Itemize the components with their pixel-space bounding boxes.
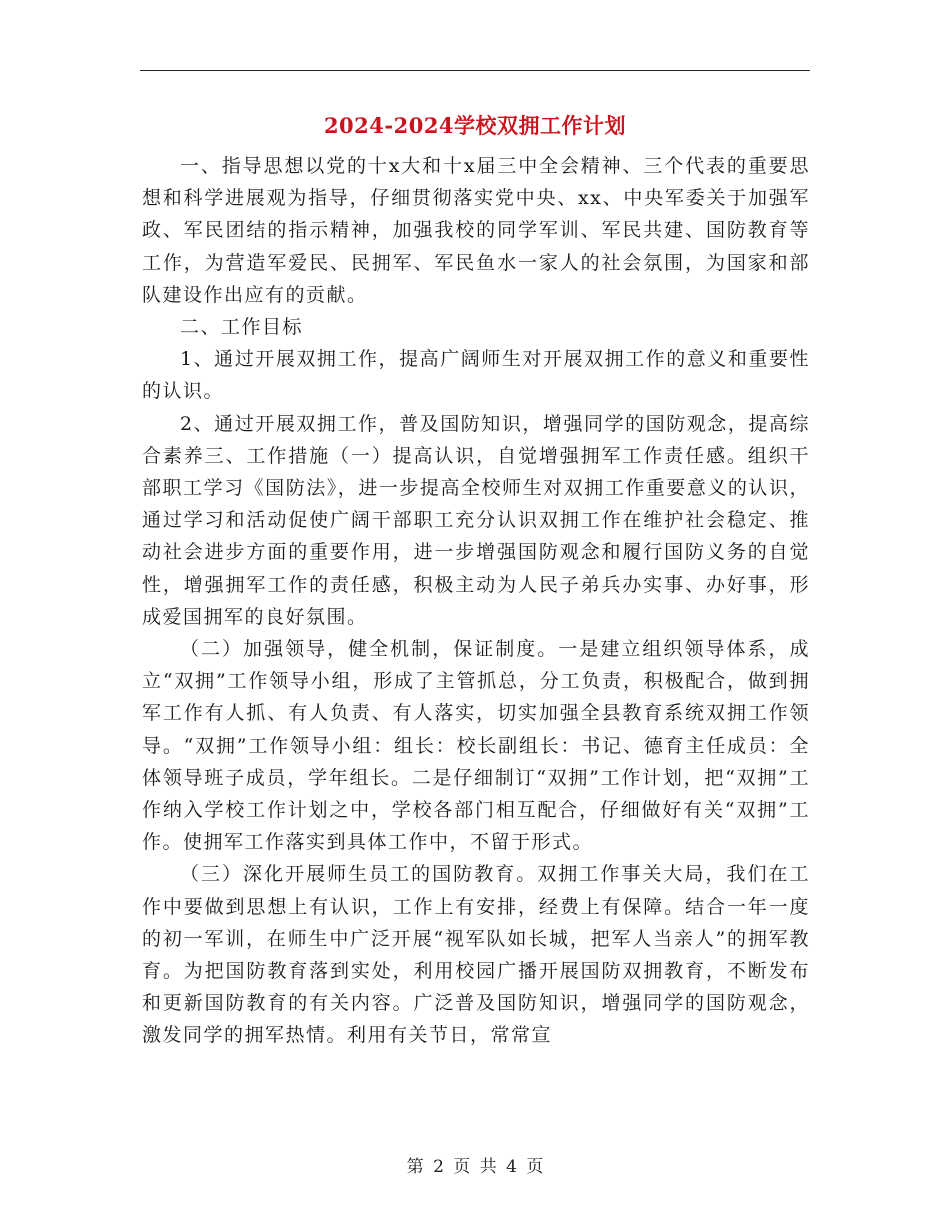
document-title: 2024-2024学校双拥工作计划 (323, 113, 627, 138)
paragraph-measure-2: （二）加强领导，健全机制，保证制度。一是建立组织领导体系，成立“双拥”工作领导小组，形成了主管抓总，分工负责，积极配合，做到拥军工作有人抓、有人负责、有人落实，切实加强全县教育系统双拥工作领导。“双拥”工作领导小组：组长：校长副组长：书记、德育主任成员：全体领导班子成员，学年组长。二是仔细制订“双拥”工作计划，把“双拥”工作纳入学校工作计划之中，学校各部门相互配合，仔细做好有关“双拥”工作。使拥军工作落实到具体工作中，不留于形式。 (142, 638, 810, 854)
paragraph-work-goals-heading: 二、工作目标 (180, 316, 304, 339)
paragraph-goal-1: 1、通过开展双拥工作，提高广阔师生对开展双拥工作的意义和重要性的认识。 (142, 348, 810, 403)
page-number: 第 2 页 共 4 页 (406, 1157, 544, 1177)
paragraph-guiding-ideology: 一、指导思想以党的十x大和十x届三中全会精神、三个代表的重要思想和科学进展观为指导，仔细贯彻落实党中央、xx、中央军委关于加强军政、军民团结的指示精神，加强我校的同学军训、军民共建、国防教育等工作，为营造军爱民、民拥军、军民鱼水一家人的社会氛围，为国家和部队建设作出应有的贡献。 (142, 155, 810, 306)
header-rule (140, 70, 810, 71)
paragraph-goal-2: 2、通过开展双拥工作，普及国防知识，增强同学的国防观念，提高综合素养三、工作措施（一）提高认识，自觉增强拥军工作责任感。组织干部职工学习《国防法》，进一步提高全校师生对双拥工作重要意义的认识，通过学习和活动促使广阔干部职工充分认识双拥工作在维护社会稳定、推动社会进步方面的重要作用，进一步增强国防观念和履行国防义务的自觉性，增强拥军工作的责任感，积极主动为人民子弟兵办实事、办好事，形成爱国拥军的良好氛围。 (142, 412, 810, 628)
document-body (142, 150, 810, 1052)
paragraph-measure-3: （三）深化开展师生员工的国防教育。双拥工作事关大局，我们在工作中要做到思想上有认识，工作上有安排，经费上有保障。结合一年一度的初一军训，在师生中广泛开展“视军队如长城，把军人当亲人”的拥军教育。为把国防教育落到实处，利用校园广播开展国防双拥教育，不断发布和更新国防教育的有关内容。广泛普及国防知识，增强同学的国防观念，激发同学的拥军热情。利用有关节日，常常宣 (142, 863, 810, 1047)
